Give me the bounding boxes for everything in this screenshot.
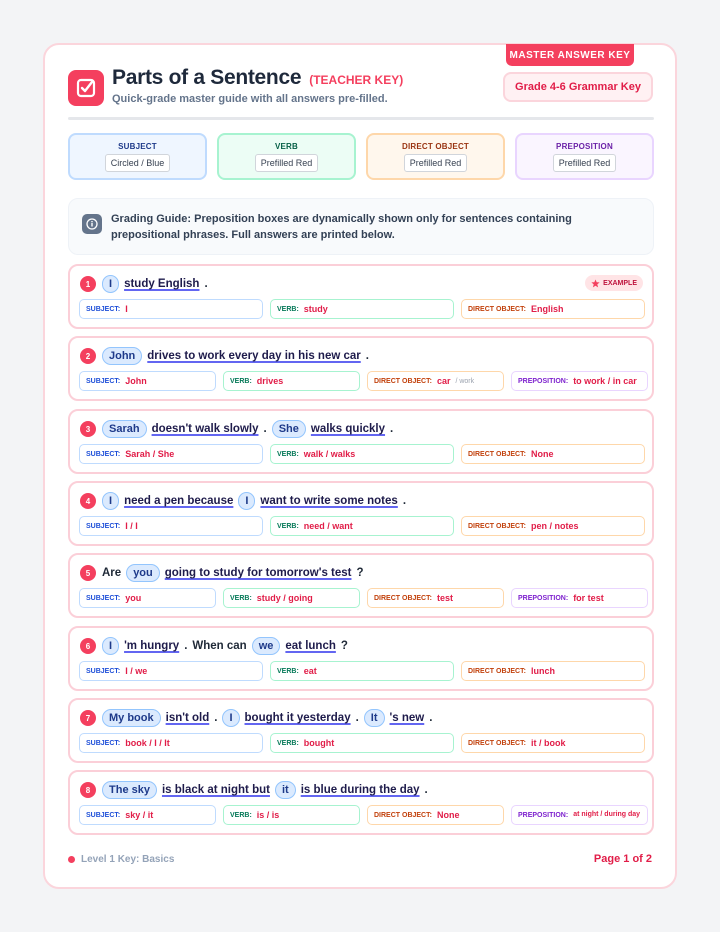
verb-answer-box[interactable]	[270, 444, 454, 464]
verb-answer-box[interactable]	[270, 516, 454, 536]
legend-verb	[217, 133, 356, 180]
checkbox-logo-icon	[68, 70, 104, 106]
predicate-underline: want to write some notes	[260, 495, 398, 507]
subject-bubble: The sky	[102, 781, 157, 799]
answer-label: VERB:	[230, 811, 252, 819]
predicate-underline: isn't old	[165, 712, 210, 724]
sentence-text	[102, 780, 433, 800]
answer-value: it / book	[530, 738, 566, 748]
punctuation: .	[355, 712, 359, 724]
answer-label: DIRECT OBJECT:	[374, 377, 432, 385]
sentence-card	[68, 409, 654, 474]
predicate-underline: walks quickly	[310, 423, 386, 435]
subject-bubble: I	[102, 275, 119, 293]
legend-subject	[68, 133, 207, 180]
direct-object-answer-box[interactable]	[461, 661, 645, 681]
sentence-card	[68, 481, 654, 546]
answer-label: VERB:	[230, 377, 252, 385]
answer-label: DIRECT OBJECT:	[374, 811, 432, 819]
answer-value: pen / notes	[530, 521, 579, 531]
direct-object-answer-box[interactable]	[367, 371, 504, 391]
legend-chip: Prefilled Red	[404, 154, 468, 172]
answer-value: test	[436, 593, 453, 603]
punctuation: .	[263, 423, 267, 435]
answer-label: VERB:	[230, 594, 252, 602]
subject-answer-box[interactable]	[79, 444, 263, 464]
answer-label: VERB:	[277, 450, 299, 458]
subject-bubble: I	[238, 492, 255, 510]
direct-object-answer-box[interactable]	[461, 733, 645, 753]
subject-bubble: It	[364, 709, 385, 727]
sentence-text	[102, 708, 437, 728]
subject-bubble: we	[252, 637, 281, 655]
answer-label: DIRECT OBJECT:	[374, 594, 432, 602]
verb-answer-box[interactable]	[223, 371, 360, 391]
answer-label: SUBJECT:	[86, 667, 121, 675]
subject-answer-box[interactable]	[79, 733, 263, 753]
answer-boxes	[79, 588, 648, 608]
punctuation: .	[184, 640, 188, 652]
answer-value: English	[530, 304, 564, 314]
footer-level	[68, 854, 174, 865]
grading-guide-text: Grading Guide: Preposition boxes are dynamically shown only for sentences containing prepositional phrases. Full answers are printed below.	[111, 213, 572, 241]
punctuation: .	[214, 712, 218, 724]
answer-value: I / we	[125, 666, 148, 676]
star-icon	[591, 279, 600, 288]
preposition-answer-box[interactable]	[511, 805, 648, 825]
answer-boxes	[79, 516, 645, 536]
worksheet-page	[43, 43, 677, 889]
verb-answer-box[interactable]	[270, 661, 454, 681]
legend-chip: Prefilled Red	[255, 154, 319, 172]
sentence-number: 1	[80, 276, 96, 292]
punctuation: .	[402, 495, 407, 507]
answer-boxes	[79, 661, 645, 681]
subject-answer-box[interactable]	[79, 516, 263, 536]
answer-label: SUBJECT:	[86, 450, 121, 458]
answer-value: I	[125, 304, 128, 314]
grade-badge: Grade 4-6 Grammar Key	[503, 72, 653, 102]
answer-label: SUBJECT:	[86, 522, 121, 530]
header-divider	[68, 117, 654, 120]
predicate-underline: 'm hungry	[124, 640, 180, 652]
predicate-underline: eat lunch	[285, 640, 336, 652]
footer-dot-icon	[68, 856, 75, 863]
subject-bubble: She	[272, 420, 306, 438]
predicate-underline: bought it yesterday	[244, 712, 351, 724]
punctuation: ?	[356, 567, 364, 579]
sentence-card	[68, 336, 654, 401]
answer-label: DIRECT OBJECT:	[468, 667, 526, 675]
punctuation: .	[424, 784, 428, 796]
master-answer-key-tag: MASTER ANSWER KEY	[506, 44, 634, 66]
direct-object-answer-box[interactable]	[367, 805, 504, 825]
page-subtitle: Quick-grade master guide with all answers pre-filled.	[112, 93, 388, 105]
direct-object-answer-box[interactable]	[461, 299, 645, 319]
punctuation: .	[204, 278, 208, 290]
grading-guide	[68, 198, 654, 255]
sentence-card	[68, 264, 654, 329]
subject-answer-box[interactable]	[79, 371, 216, 391]
direct-object-answer-box[interactable]	[461, 444, 645, 464]
info-icon	[82, 214, 102, 234]
answer-label: VERB:	[277, 522, 299, 530]
answer-value: bought	[303, 738, 335, 748]
direct-object-answer-box[interactable]	[461, 516, 645, 536]
predicate-underline: is blue during the day	[300, 784, 420, 796]
answer-value: you	[125, 593, 142, 603]
punctuation: .	[429, 712, 433, 724]
legend-title: VERB	[274, 141, 299, 151]
answer-value: is / is	[256, 810, 280, 820]
legend-chip: Circled / Blue	[105, 154, 171, 172]
answer-boxes	[79, 733, 645, 753]
answer-label: SUBJECT:	[86, 305, 121, 313]
predicate-underline: need a pen because	[124, 495, 234, 507]
footer-level-label: Level 1 Key: Basics	[81, 854, 175, 865]
sentence-card	[68, 698, 654, 763]
subject-answer-box[interactable]	[79, 661, 263, 681]
answer-label: VERB:	[277, 305, 299, 313]
verb-answer-box[interactable]	[223, 805, 360, 825]
legend-title: SUBJECT	[118, 141, 157, 151]
punctuation: .	[365, 350, 369, 362]
answer-value: car	[436, 376, 451, 386]
punctuation: ?	[340, 640, 348, 652]
answer-value: for test	[573, 593, 604, 603]
example-label: EXAMPLE	[603, 279, 637, 287]
sentence-number: 4	[80, 493, 96, 509]
answer-value: Sarah / She	[125, 449, 175, 459]
sentence-number: 3	[80, 421, 96, 437]
predicate-underline: study English	[124, 278, 200, 290]
sentence-card	[68, 770, 654, 835]
subject-bubble: I	[222, 709, 239, 727]
answer-boxes	[79, 299, 645, 319]
answer-label: DIRECT OBJECT:	[468, 305, 526, 313]
subject-bubble: it	[275, 781, 296, 799]
sentence-number: 6	[80, 638, 96, 654]
sentence-number: 7	[80, 710, 96, 726]
sentence-text	[102, 419, 398, 439]
answer-boxes	[79, 444, 645, 464]
subject-bubble: I	[102, 492, 119, 510]
subject-bubble: I	[102, 637, 119, 655]
answer-value: John	[125, 376, 147, 386]
title-row	[112, 66, 403, 90]
punctuation: .	[390, 423, 394, 435]
legend	[68, 133, 654, 180]
answer-value: drives	[256, 376, 284, 386]
subject-answer-box[interactable]	[79, 588, 216, 608]
preposition-answer-box[interactable]	[511, 371, 648, 391]
answer-label: DIRECT OBJECT:	[468, 450, 526, 458]
predicate-underline: drives to work every day in his new car	[147, 350, 361, 362]
answer-value: book / I / It	[125, 738, 170, 748]
answer-value: walk / walks	[303, 449, 356, 459]
answer-label: PREPOSITION:	[518, 594, 569, 602]
example-badge	[585, 275, 643, 291]
legend-title: DIRECT OBJECT	[401, 141, 470, 151]
sentence-number: 2	[80, 348, 96, 364]
answer-value: need / want	[303, 521, 353, 531]
sentence-text	[102, 491, 411, 511]
answer-label: SUBJECT:	[86, 377, 121, 385]
answer-value: eat	[303, 666, 317, 676]
preposition-answer-box[interactable]	[511, 588, 648, 608]
answer-label: PREPOSITION:	[518, 811, 569, 819]
legend-preposition	[515, 133, 654, 180]
answer-value: None	[530, 449, 554, 459]
answer-label: SUBJECT:	[86, 594, 121, 602]
page-number: Page 1 of 2	[593, 853, 652, 865]
sentence-number: 5	[80, 565, 96, 581]
verb-answer-box[interactable]	[270, 733, 454, 753]
predicate-underline: going to study for tomorrow's test	[164, 567, 352, 579]
sentence-number: 8	[80, 782, 96, 798]
answer-label: SUBJECT:	[86, 811, 121, 819]
answer-boxes	[79, 371, 648, 391]
answer-value: study / going	[256, 593, 313, 603]
sentence-card	[68, 626, 654, 691]
verb-answer-box[interactable]	[223, 588, 360, 608]
subject-answer-box[interactable]	[79, 805, 216, 825]
legend-direct-object	[366, 133, 505, 180]
answer-label: VERB:	[277, 667, 299, 675]
legend-title: PREPOSITION	[556, 141, 613, 151]
subject-bubble: My book	[102, 709, 161, 727]
answer-label: DIRECT OBJECT:	[468, 522, 526, 530]
subject-bubble: you	[126, 564, 160, 582]
answer-value: to work / in car	[573, 376, 637, 386]
sentence-card	[68, 553, 654, 618]
answer-value: study	[303, 304, 328, 314]
answer-boxes	[79, 805, 648, 825]
verb-answer-box[interactable]	[270, 299, 454, 319]
answer-value: None	[436, 810, 460, 820]
subject-answer-box[interactable]	[79, 299, 263, 319]
answer-label: DIRECT OBJECT:	[468, 739, 526, 747]
teacher-key-label: (TEACHER KEY)	[309, 73, 404, 87]
answer-alternate: / work	[455, 377, 475, 385]
answer-value: lunch	[530, 666, 555, 676]
predicate-underline: is black at night but	[161, 784, 270, 796]
answer-value: sky / it	[125, 810, 154, 820]
answer-label: SUBJECT:	[86, 739, 121, 747]
answer-value: I / I	[125, 521, 138, 531]
sentence-word: When can	[192, 640, 247, 652]
answer-value: at night / during day	[573, 811, 641, 818]
sentence-text	[102, 346, 374, 366]
legend-chip: Prefilled Red	[553, 154, 617, 172]
answer-label: VERB:	[277, 739, 299, 747]
predicate-underline: 's new	[389, 712, 425, 724]
sentence-text	[102, 274, 213, 294]
predicate-underline: doesn't walk slowly	[151, 423, 259, 435]
subject-bubble: Sarah	[102, 420, 147, 438]
sentence-text	[102, 636, 353, 656]
sentence-word: Are	[102, 567, 122, 579]
direct-object-answer-box[interactable]	[367, 588, 504, 608]
sentence-text	[102, 563, 369, 583]
subject-bubble: John	[102, 347, 142, 365]
page-title: Parts of a Sentence	[112, 66, 302, 89]
answer-label: PREPOSITION:	[518, 377, 569, 385]
